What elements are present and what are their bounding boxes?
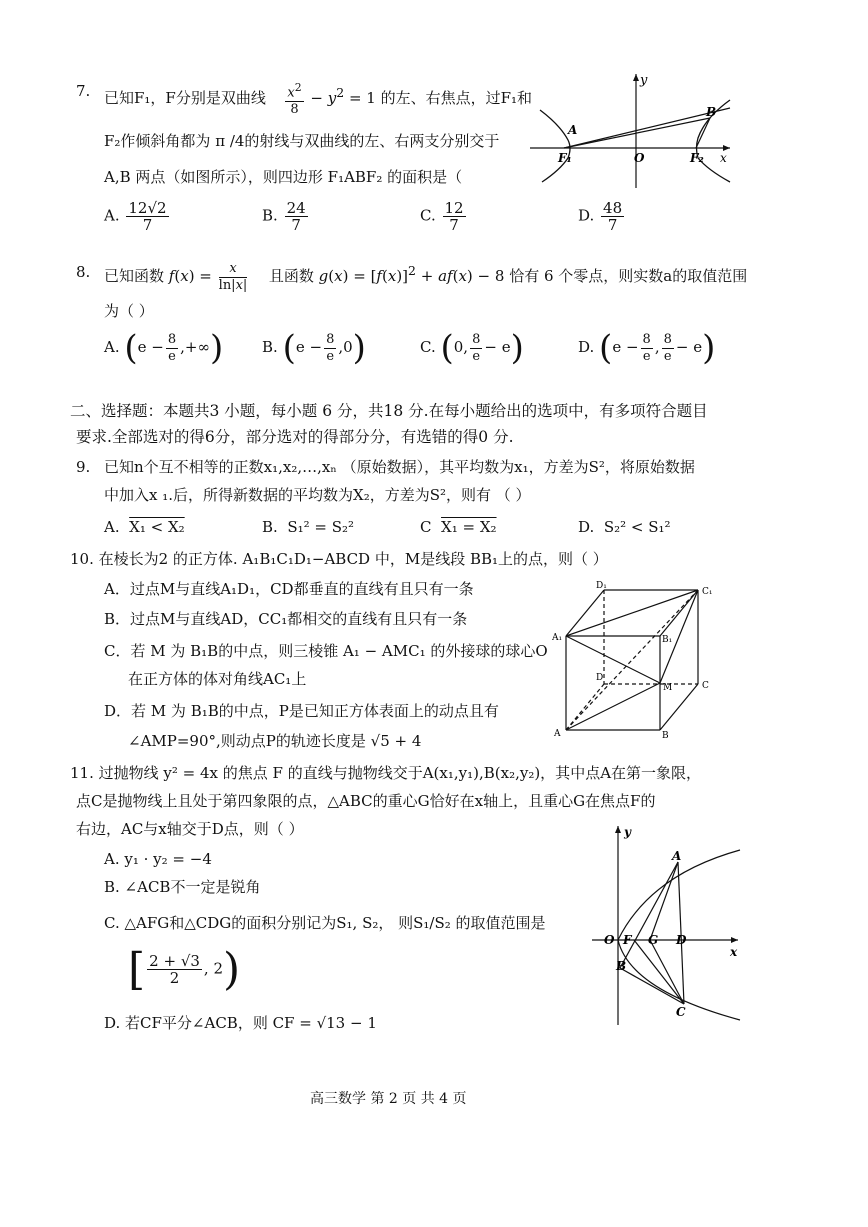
q9-number: 9. — [76, 458, 91, 476]
q11-option-a[interactable]: A. y₁ · y₂ = −4 — [104, 850, 212, 868]
q7-option-d[interactable]: D. $\frac{48}{7}$ — [578, 199, 623, 234]
q9-option-b[interactable]: B. S₁² = S₂² — [262, 518, 355, 536]
axis-label-y: y — [624, 825, 631, 839]
q8-text: 且函数 — [268, 267, 314, 285]
q10-stem: 10. 在棱长为2 的正方体. A₁B₁C₁D₁−ABCD 中，M是线段 BB₁上的点，则（ ） — [70, 550, 608, 568]
hyperbola-figure — [530, 70, 740, 190]
q8-text: 已知函数 — [104, 267, 165, 285]
section-heading: 要求.全部选对的得6分，部分选对的得部分分，有选错的得0 分. — [76, 428, 514, 446]
q11-option-d[interactable]: D. 若CF平分∠ACB，则 CF = √13 − 1 — [104, 1014, 377, 1032]
function-g: $g(x) = [f(x)]^2 + af(x) - 8$ — [318, 263, 505, 285]
point-label: A — [568, 123, 578, 137]
q8-line1 — [104, 260, 747, 294]
q11-option-c[interactable]: C. △AFG和△CDG的面积分别记为S₁, S₂， 则S₁/S₂ 的取值范围是 — [104, 914, 546, 932]
hyperbola-equation: $\frac{x^2}{8}$ − $y^2 = 1$ — [287, 81, 381, 118]
q7-option-a[interactable]: A. $\frac{12√2}{7}$ — [104, 199, 167, 234]
q11-option-c-range: [ $\frac{2 + √3}{2}$ , 2) — [128, 944, 241, 995]
q8-text: 恰有 6 个零点，则实数a的取值范围 — [509, 267, 748, 285]
point-label: O — [604, 933, 615, 947]
q8-number: 8. — [76, 263, 91, 281]
cube-figure — [552, 580, 724, 740]
q8-option-c[interactable]: C. (0, $\frac{8}{e}$ − e) — [420, 328, 524, 368]
vertex-label: B — [662, 731, 669, 740]
q10-option-c[interactable]: C．若 M 为 B₁B的中点，则三棱锥 A₁ − AMC₁ 的外接球的球心O — [104, 642, 548, 660]
q9-option-d[interactable]: D. S₂² < S₁² — [578, 518, 671, 536]
q7-line3: A,B 两点（如图所示），则四边形 F₁ABF₂ 的面积是（ — [104, 168, 463, 186]
point-label: B — [706, 105, 717, 119]
point-label: C — [676, 1005, 686, 1019]
section-heading: 二、选择题：本题共3 小题，每小题 6 分，共18 分.在每小题给出的选项中，有多项符合题目 — [70, 402, 708, 420]
q7-line1 — [104, 80, 532, 118]
q10-option-d-cont: ∠AMP=90°,则动点P的轨迹长度是 √5 + 4 — [128, 732, 422, 750]
q9-line1: 已知n个互不相等的正数x₁,x₂,…,xₙ （原始数据），其平均数为x₁，方差为S²，将原始数据 — [104, 458, 695, 476]
q7-text: 已知F₁，F分别是双曲线 — [104, 89, 266, 108]
vertex-label: D — [596, 673, 604, 683]
vertex-label: A₁ — [552, 633, 563, 643]
vertex-label: B₁ — [662, 635, 673, 645]
parabola-figure — [590, 820, 750, 1030]
q10-option-b[interactable]: B．过点M与直线AD，CC₁都相交的直线有且只有一条 — [104, 610, 468, 628]
q9-option-a[interactable]: A. X₁ < X₂ — [104, 518, 185, 536]
q8-line2: 为（ ） — [104, 302, 154, 320]
q7-text: 的左、右焦点，过F₁和 — [380, 89, 533, 108]
point-label: G — [648, 933, 659, 947]
q7-option-c[interactable]: C. $\frac{12}{7}$ — [420, 199, 464, 234]
function-f: f(x) = $\frac{x}{\ln|x|}$ — [168, 260, 248, 293]
point-label: F₂ — [690, 151, 704, 165]
q8-option-d[interactable]: D. (e − $\frac{8}{e}$ , $\frac{8}{e}$ − e) — [578, 328, 716, 368]
q8-option-a[interactable]: A. (e − $\frac{8}{e}$ ,+∞) — [104, 328, 224, 368]
q10-option-d[interactable]: D．若 M 为 B₁B的中点，P是已知正方体表面上的动点且有 — [104, 702, 499, 720]
point-label: A — [672, 849, 682, 863]
point-label: B — [616, 959, 627, 973]
vertex-label: C — [702, 681, 709, 691]
q7-line2: F₂作倾斜角都为 π /4的射线与双曲线的左、右两支分别交于 — [104, 132, 500, 150]
q11-option-b[interactable]: B. ∠ACB不一定是锐角 — [104, 878, 261, 896]
q11-stem: 右边，AC与x轴交于D点，则（ ） — [76, 820, 304, 838]
q8-option-b[interactable]: B. (e − $\frac{8}{e}$ ,0) — [262, 328, 366, 368]
q10-option-a[interactable]: A．过点M与直线A₁D₁，CD都垂直的直线有且只有一条 — [104, 580, 474, 598]
axis-label-y: y — [640, 73, 648, 88]
q9-option-c[interactable]: C X₁ = X₂ — [420, 518, 497, 536]
q11-stem: 11. 过抛物线 y² = 4x 的焦点 F 的直线与抛物线交于A(x₁,y₁),B(x₂,y₂)，其中点A在第一象限， — [70, 764, 702, 782]
q7-number: 7. — [76, 82, 91, 100]
q10-option-c-cont: 在正方体的体对角线AC₁上 — [128, 670, 307, 688]
point-label: D — [676, 933, 687, 947]
q9-line2: 中加入x ₁.后，所得新数据的平均数为X₂，方差为S²，则有 （ ） — [104, 486, 531, 504]
page-footer: 高三数学 第 2 页 共 4 页 — [310, 1091, 467, 1107]
q11-stem: 点C是抛物线上且处于第四象限的点，△ABC的重心G恰好在x轴上，且重心G在焦点F的 — [76, 792, 656, 810]
axis-label-x: x — [720, 151, 727, 165]
q7-option-b[interactable]: B. $\frac{24}{7}$ — [262, 199, 306, 234]
vertex-label: A — [554, 729, 561, 739]
point-label: O — [634, 151, 645, 165]
axis-label-x: x — [730, 945, 738, 959]
point-label: F₁ — [558, 151, 572, 165]
vertex-label: M — [663, 683, 673, 693]
vertex-label: C₁ — [702, 587, 713, 597]
point-label: F — [623, 933, 632, 947]
vertex-label: D₁ — [596, 581, 607, 591]
